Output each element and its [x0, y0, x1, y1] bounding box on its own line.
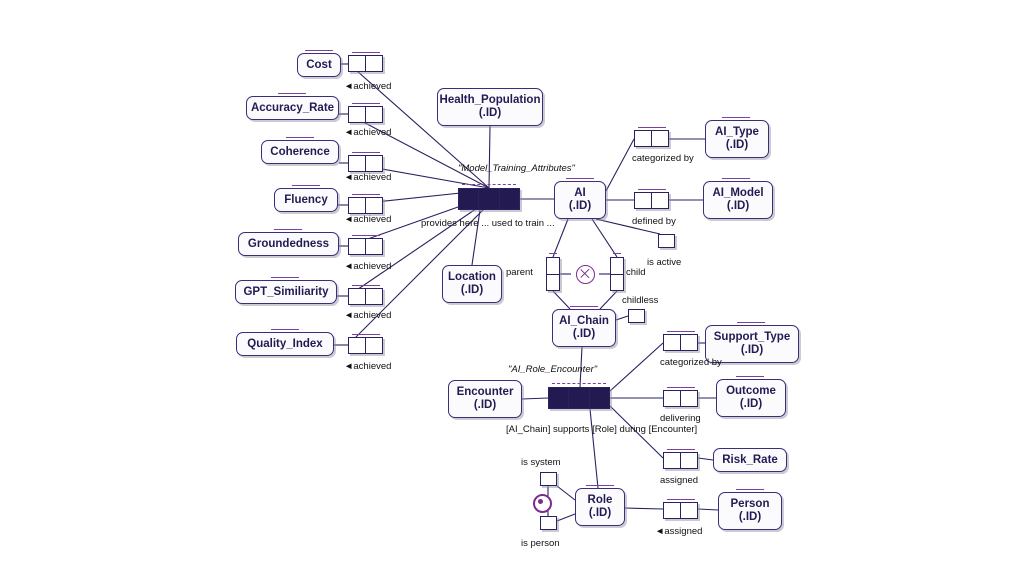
entity-ref-mode: (.ID) [739, 398, 763, 410]
entity-coherence[interactable] [261, 140, 339, 164]
uniqueness-bar-support-type [667, 331, 695, 332]
entity-label: Fluency [284, 193, 328, 206]
label-is-system: is system [521, 457, 561, 468]
label-categorized-by-support-type: categorized by [660, 357, 722, 368]
uniqueness-bar-quality-entity [271, 329, 299, 330]
uniqueness-bar-quality-index [352, 334, 380, 335]
entity-fluency[interactable] [274, 188, 338, 212]
uniqueness-bar-model-training [462, 184, 516, 185]
entity-label: Support_Type [713, 331, 791, 343]
entity-cost[interactable] [297, 53, 341, 77]
entity-label: AI_Model [712, 187, 764, 199]
fact-box-achieved-groundedness[interactable] [348, 238, 383, 255]
label-model-training-attributes-name: "Model_Training_Attributes" [458, 163, 575, 174]
unary-role-is-active[interactable] [658, 234, 675, 248]
entity-accuracy-rate[interactable] [246, 96, 339, 120]
uniqueness-bar-coherence-entity [286, 137, 314, 138]
fact-box-defined-by-ai-model[interactable] [634, 192, 669, 209]
entity-label: AI [574, 187, 586, 199]
label-is-active: is active [647, 257, 682, 268]
entity-label: Outcome [726, 385, 776, 397]
fact-box-achieved-quality-index[interactable] [348, 337, 383, 354]
uniqueness-bar-fluency [352, 194, 380, 195]
entity-ai-type[interactable] [705, 120, 769, 158]
uniqueness-bar-parent-child [549, 253, 557, 254]
entity-label: Cost [306, 58, 332, 71]
unary-role-is-system[interactable] [540, 472, 557, 486]
entity-label: Person [730, 498, 770, 510]
label-achieved-quality-index: ◄achieved [344, 361, 392, 372]
uniqueness-bar-child-role [613, 253, 621, 254]
fact-box-delivering-outcome[interactable] [663, 390, 698, 407]
entity-label: Coherence [270, 145, 330, 158]
entity-label: Risk_Rate [722, 453, 778, 466]
fact-box-categorized-by-support-type[interactable] [663, 334, 698, 351]
entity-ref-mode: (.ID) [588, 507, 612, 519]
fact-box-achieved-accuracy-rate[interactable] [348, 106, 383, 123]
fact-box-achieved-coherence[interactable] [348, 155, 383, 172]
label-ai-chain-supports-reading: [AI_Chain] supports [Role] during [Encounter] [506, 424, 698, 435]
label-ai-role-encounter-name: "AI_Role_Encounter" [508, 364, 598, 375]
entity-quality-index[interactable] [236, 332, 334, 356]
label-categorized-by-ai-type: categorized by [632, 153, 694, 164]
entity-label: Location [448, 271, 496, 283]
entity-ref-mode: (.ID) [572, 328, 596, 340]
entity-ref-mode: (.ID) [460, 284, 484, 296]
entity-label: Quality_Index [247, 337, 323, 350]
entity-person[interactable] [718, 492, 782, 530]
label-childless: childless [622, 295, 659, 306]
label-achieved-cost: ◄achieved [344, 81, 392, 92]
entity-gpt-similiarity[interactable] [235, 280, 337, 304]
fact-box-categorized-by-ai-type[interactable] [634, 130, 669, 147]
uniqueness-bar-ai-model [638, 189, 666, 190]
entity-location[interactable] [442, 265, 502, 303]
uniqueness-bar-coherence [352, 152, 380, 153]
label-achieved-fluency: ◄achieved [344, 214, 392, 225]
uniqueness-bar-support-type-entity [737, 322, 765, 323]
uniqueness-bar-groundedness-entity [274, 229, 302, 230]
entity-groundedness[interactable] [238, 232, 339, 256]
entity-label: Health_Population [439, 94, 541, 106]
uniqueness-bar-person-entity [736, 489, 764, 490]
entity-ref-mode: (.ID) [473, 399, 497, 411]
uniqueness-bar-outcome-entity [736, 376, 764, 377]
entity-label: Groundedness [247, 237, 330, 250]
label-achieved-gpt-similiarity: ◄achieved [344, 310, 392, 321]
uniqueness-bar-ai-entity [566, 178, 594, 179]
fact-box-model-training-attributes[interactable] [458, 188, 520, 210]
entity-role[interactable] [575, 488, 625, 526]
entity-ai-model[interactable] [703, 181, 773, 219]
label-is-person: is person [521, 538, 560, 549]
unary-role-is-person[interactable] [540, 516, 557, 530]
role-box-parent[interactable] [546, 257, 560, 291]
fact-box-achieved-gpt-similiarity[interactable] [348, 288, 383, 305]
entity-risk-rate[interactable] [713, 448, 787, 472]
entity-encounter[interactable] [448, 380, 522, 418]
entity-health-population[interactable] [437, 88, 543, 126]
fact-box-achieved-fluency[interactable] [348, 197, 383, 214]
entity-label: Encounter [456, 386, 514, 398]
uniqueness-bar-ai-type-entity [722, 117, 750, 118]
uniqueness-bar-accuracy [352, 103, 380, 104]
entity-ref-mode: (.ID) [740, 344, 764, 356]
entity-label: Accuracy_Rate [250, 101, 335, 114]
entity-label: AI_Type [715, 126, 759, 138]
entity-ai-chain[interactable] [552, 309, 616, 347]
role-box-child[interactable] [610, 257, 624, 291]
uniqueness-bar-ai-model-entity [722, 178, 750, 179]
entity-ai[interactable] [554, 181, 606, 219]
uniqueness-bar-role-entity [586, 485, 614, 486]
uniqueness-bar-ai-type [638, 127, 666, 128]
label-assigned-risk-rate: assigned [660, 475, 699, 486]
label-provides-here-reading: provides here ... used to train ... [421, 218, 555, 229]
fact-box-assigned-risk-rate[interactable] [663, 452, 698, 469]
label-achieved-groundedness: ◄achieved [344, 261, 392, 272]
label-parent: parent [506, 267, 533, 278]
fact-box-assigned-person[interactable] [663, 502, 698, 519]
uniqueness-bar-cost [352, 52, 380, 53]
fact-box-ai-role-encounter[interactable] [548, 387, 610, 409]
uniqueness-bar-cost-entity [305, 50, 333, 51]
entity-ref-mode: (.ID) [738, 511, 762, 523]
entity-label: Role [587, 494, 613, 506]
label-child: child [626, 267, 646, 278]
label-achieved-accuracy-rate: ◄achieved [344, 127, 392, 138]
entity-label: AI_Chain [559, 315, 609, 327]
uniqueness-bar-fluency-entity [292, 185, 320, 186]
entity-ref-mode: (.ID) [568, 200, 592, 212]
entity-ref-mode: (.ID) [478, 107, 502, 119]
label-delivering: delivering [660, 413, 701, 424]
uniqueness-bar-gpt-similiarity [352, 285, 380, 286]
uniqueness-bar-outcome [667, 387, 695, 388]
label-assigned-person: ◄assigned [655, 526, 703, 537]
exclusion-constraint-icon [576, 265, 595, 284]
entity-ref-mode: (.ID) [725, 139, 749, 151]
fact-box-achieved-cost[interactable] [348, 55, 383, 72]
label-defined-by: defined by [632, 216, 676, 227]
uniqueness-bar-accuracy-entity [278, 93, 306, 94]
entity-label: GPT_Similiarity [243, 285, 329, 298]
uniqueness-bar-ai-chain-entity [570, 306, 598, 307]
mandatory-role-dot-icon [533, 494, 552, 513]
entity-ref-mode: (.ID) [726, 200, 750, 212]
entity-outcome[interactable] [716, 379, 786, 417]
uniqueness-bar-ai-role-encounter [552, 383, 606, 384]
unary-role-childless[interactable] [628, 309, 645, 323]
uniqueness-bar-groundedness [352, 235, 380, 236]
label-achieved-coherence: ◄achieved [344, 172, 392, 183]
uniqueness-bar-person [667, 499, 695, 500]
uniqueness-bar-risk-rate [667, 449, 695, 450]
uniqueness-bar-gpt-entity [271, 277, 299, 278]
